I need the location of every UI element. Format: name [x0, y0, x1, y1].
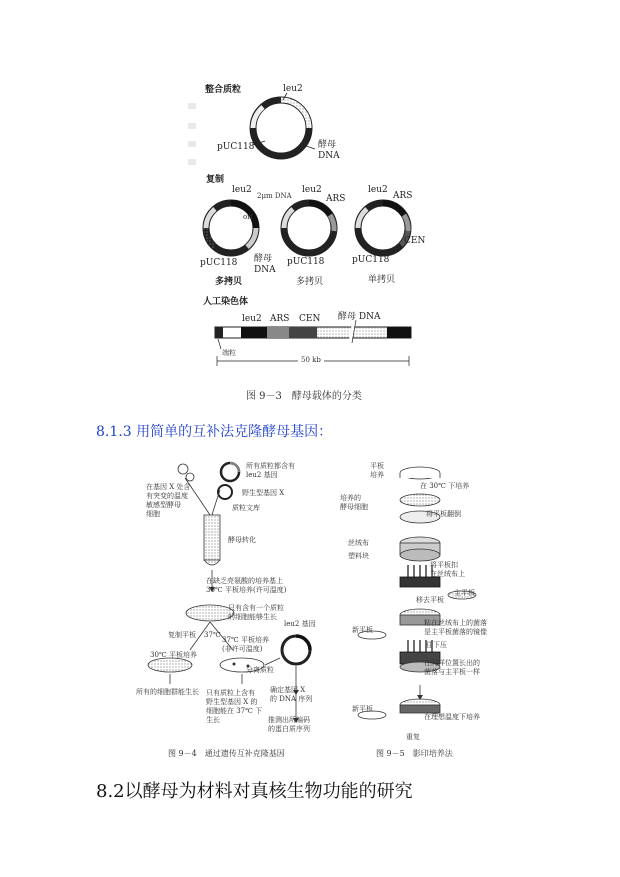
- p1-puc-label: pUC118: [200, 258, 238, 268]
- f94-deduce-protein-label: 推测出所编码 的蛋白质序列: [268, 716, 310, 734]
- p3-copy-label: 单拷贝: [368, 275, 396, 285]
- figure-9-3-caption: 图 9－3 酵母载体的分类: [246, 391, 362, 402]
- f95-press-down-label: 将平板扣 在丝绒布上: [430, 561, 465, 579]
- section-8-2-heading: 8.2以酵母为材料对真核生物功能的研究: [96, 781, 413, 802]
- p1-copy-label: 多拷贝: [215, 277, 243, 287]
- figure-9-5-caption: 图 9－5 影印培养法: [376, 749, 453, 758]
- integrating-plasmid: [253, 93, 315, 156]
- integrated-plasmid-heading: 整合质粒: [205, 85, 242, 95]
- f94-mutant-cell-label: 在基因 X 处含 有突变的温度 敏感型酵母 细胞: [146, 483, 191, 519]
- p2-ars-label: ARS: [326, 194, 346, 204]
- scan-artifacts: [188, 103, 196, 165]
- p1-yeast-dna-label: 酵母 DNA: [254, 254, 276, 275]
- f95-new-plate1-label: 新平板: [352, 626, 373, 634]
- p2-puc-label: pUC118: [287, 257, 325, 267]
- integrated-leu2-label: leu2: [283, 84, 303, 94]
- yac-scale-label: 50 kb: [298, 357, 324, 364]
- f95-new-plate2-label: 新平板: [352, 705, 373, 713]
- f94-plate37-label: 37℃ 平板培养 (非许可温度): [222, 636, 269, 654]
- f94-temp37-label: 37℃: [204, 631, 221, 639]
- replicating-heading: 复制: [206, 175, 225, 185]
- replicating-plasmid-2: [284, 203, 334, 253]
- f94-only-x-label: 只有质粒上含有 野生型基因 X 的 细胞能在 37℃ 下 生长: [206, 689, 263, 725]
- f95-ideal-temp-label: 在理想温度下培养: [424, 713, 480, 721]
- replicating-plasmid-1: [206, 203, 256, 253]
- f95-repeat-label: 重复: [406, 733, 420, 741]
- f95-same-position-label: 在同样位置长出的 菌落与主平板一样: [424, 659, 480, 677]
- p3-ars-label: ARS: [393, 191, 413, 201]
- integrated-yeast-dna-label: 酵母 DNA: [318, 140, 340, 161]
- f95-replica-note-label: 粘在丝绒布上的菌落 是主平板菌落的镜像: [424, 619, 487, 637]
- f94-replica-label: 复制平板: [168, 631, 196, 639]
- p3-cen-label: CEN: [404, 236, 426, 246]
- f95-remove-label: 移去平板: [416, 596, 444, 604]
- f94-plate-leu-label: 在缺乏亮氨酸的培养基上 30℃ 平板培养(许可温度): [206, 577, 287, 595]
- yac-telomere-label: 端粒: [222, 349, 236, 357]
- f95-press-label: 往下压: [426, 641, 447, 649]
- yac-leu2-label: leu2: [242, 314, 262, 324]
- f95-plate-grow-label: 平板 培养: [370, 462, 384, 480]
- p2-leu2-label: leu2: [302, 185, 322, 195]
- f94-library-label: 质粒文库: [232, 504, 260, 512]
- integrated-puc-label: pUC118: [217, 142, 255, 152]
- f95-plastic-label: 塑料块: [348, 552, 369, 560]
- f95-grow30-label: 在 30℃ 下培养: [420, 482, 470, 490]
- p3-leu2-label: leu2: [368, 185, 388, 195]
- f94-wild-type-label: 野生型基因 X: [242, 489, 285, 497]
- f95-master-label: 主平板: [454, 589, 475, 597]
- p2-copy-label: 多拷贝: [296, 277, 324, 287]
- f95-invert-label: 将平板翻倒: [426, 510, 461, 518]
- f94-determine-seq-label: 确定基因 X 的 DNA 序列: [270, 686, 313, 704]
- section-8-1-3-heading: 8.1.3 用简单的互补法克隆酵母基因：: [96, 424, 333, 440]
- p1-2um-label: 2μm DNA: [257, 192, 292, 200]
- yac-yeast-dna-label: 酵母 DNA: [338, 312, 381, 322]
- p1-leu2-label: leu2: [232, 185, 252, 195]
- f95-yeast-cells-label: 培养的 酵母细胞: [340, 494, 368, 512]
- yac-heading: 人工染色体: [203, 297, 249, 307]
- f94-leu2-gene-label: leu2 基因: [284, 620, 316, 628]
- yac-ars-label: ARS: [270, 314, 290, 324]
- f94-isolate-label: 分离质粒: [246, 666, 274, 674]
- p3-puc-label: pUC118: [352, 255, 390, 265]
- f95-velvet-label: 丝绒布: [348, 539, 369, 547]
- f94-one-plasmid-label: 只有含有一个质粒 的细胞能够生长: [228, 604, 284, 622]
- f94-plate30-label: 30℃ 平板培养: [150, 651, 197, 659]
- f94-all-plasmids-label: 所有质粒都含有 leu2 基因: [246, 462, 295, 480]
- yac-cen-label: CEN: [299, 314, 321, 324]
- p1-ori-label: ori: [243, 213, 253, 221]
- figure-9-4-caption: 图 9－4 通过遗传互补克隆基因: [168, 749, 285, 758]
- f94-transform-label: 酵母转化: [228, 536, 256, 544]
- f94-all-colonies-label: 所有的细胞群能生长: [136, 688, 199, 696]
- replicating-plasmid-3: [358, 203, 408, 253]
